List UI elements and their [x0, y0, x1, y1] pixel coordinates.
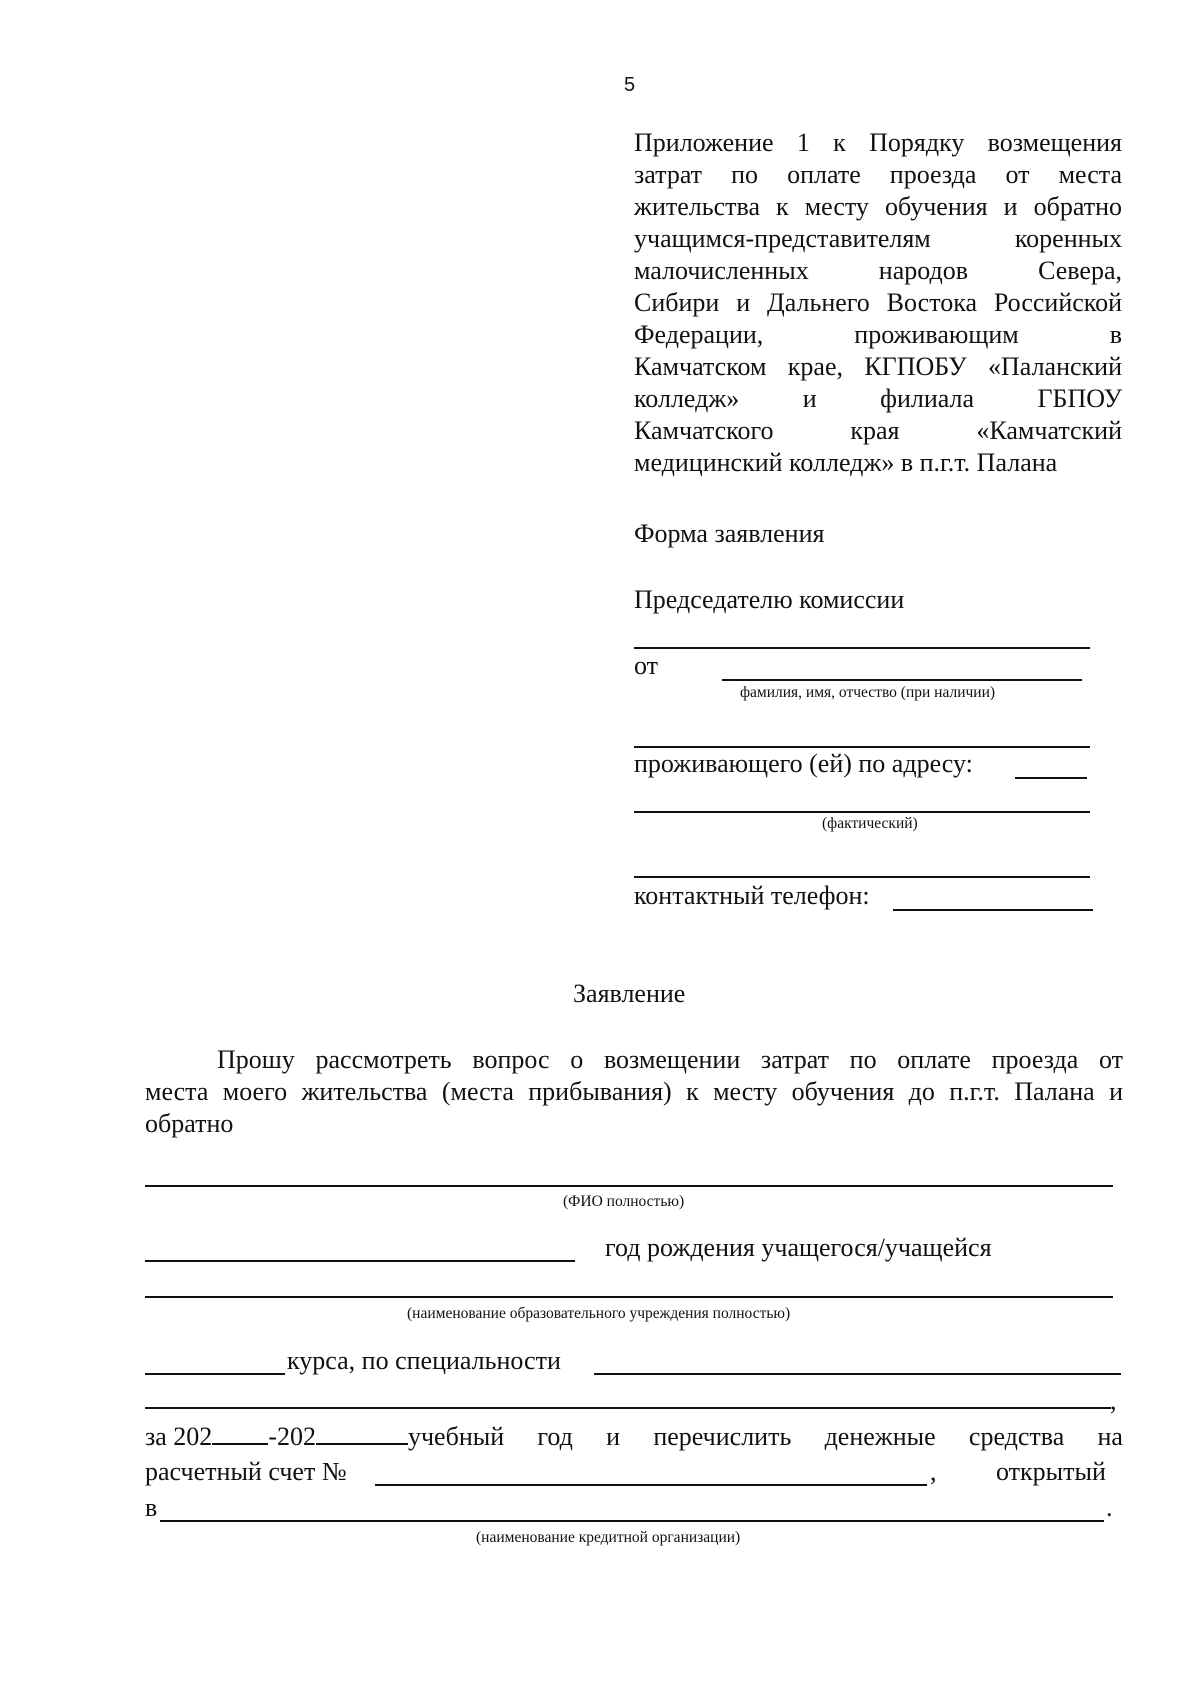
fio-full-blank[interactable]	[145, 1185, 1113, 1187]
address-blank[interactable]	[634, 811, 1090, 813]
chairman-name-blank[interactable]	[634, 647, 1090, 649]
appendix-line: Федерации, проживающим в	[634, 320, 1122, 349]
year-prefix: за 202	[145, 1422, 213, 1451]
appendix-line: медицинский колледж» в п.г.т. Палана	[634, 448, 1058, 477]
year-mid: -202	[268, 1422, 316, 1451]
year-word: денежные	[824, 1422, 936, 1451]
institution-blank[interactable]	[145, 1296, 1113, 1298]
address-blank-inline[interactable]	[1015, 777, 1087, 779]
page-number: 5	[624, 74, 636, 96]
address-blank-2[interactable]	[634, 876, 1090, 878]
opened-label: открытый	[996, 1457, 1106, 1486]
paragraph-line: места моего жительства (места прибывания) к месту обучения до п.г.т. Палана и	[145, 1077, 1123, 1106]
bank-period: .	[1106, 1493, 1113, 1522]
paragraph-line: обратно	[145, 1109, 234, 1138]
appendix-line: затрат по оплате проезда от места	[634, 160, 1122, 189]
year-end-blank[interactable]	[316, 1419, 408, 1445]
address-label: проживающего (ей) по адресу:	[634, 749, 973, 778]
course-label: курса, по специальности	[287, 1346, 561, 1375]
specialty-blank[interactable]	[594, 1373, 1121, 1375]
fio-caption: фамилия, имя, отчество (при наличии)	[740, 684, 996, 701]
birth-year-label: год рождения учащегося/учащейся	[605, 1233, 992, 1262]
phone-label: контактный телефон:	[634, 881, 870, 910]
institution-caption: (наименование образовательного учреждения полностью)	[407, 1305, 791, 1322]
fio-full-caption: (ФИО полностью)	[563, 1193, 685, 1210]
account-number-blank[interactable]	[375, 1484, 927, 1486]
chairman-label: Председателю комиссии	[634, 585, 905, 614]
account-label: расчетный счет №	[145, 1457, 347, 1486]
from-label: от	[634, 651, 659, 680]
appendix-line: Камчатском крае, КГПОБУ «Паланский	[634, 352, 1122, 381]
year-word: на	[1097, 1422, 1123, 1451]
year-word: и	[606, 1422, 621, 1451]
account-comma: ,	[930, 1457, 937, 1486]
appendix-line: малочисленных народов Севера,	[634, 256, 1122, 285]
year-word: перечислить	[653, 1422, 792, 1451]
year-word: средства	[968, 1422, 1065, 1451]
course-number-blank[interactable]	[145, 1373, 285, 1375]
paragraph-line: Прошу рассмотреть вопрос о возмещении затрат по оплате проезда от	[217, 1045, 1123, 1074]
birth-year-blank[interactable]	[145, 1260, 575, 1262]
appendix-line: учащимся-представителям коренных	[634, 224, 1122, 253]
actual-caption: (фактический)	[822, 815, 918, 832]
year-word: учебный	[407, 1422, 505, 1451]
phone-blank[interactable]	[893, 909, 1093, 911]
bank-prefix: в	[145, 1493, 158, 1522]
year-line	[145, 1419, 1123, 1453]
appendix-line: колледж» и филиала ГБПОУ	[634, 384, 1122, 413]
bank-name-blank[interactable]	[160, 1520, 1104, 1522]
appendix-line: Камчатского края «Камчатский	[634, 416, 1122, 445]
from-name-blank[interactable]	[722, 679, 1082, 681]
bank-caption: (наименование кредитной организации)	[476, 1529, 741, 1546]
statement-title: Заявление	[573, 979, 686, 1008]
appendix-line: Сибири и Дальнего Востока Российской	[634, 288, 1122, 317]
year-start-blank[interactable]	[212, 1419, 268, 1445]
specialty-comma: ,	[1110, 1386, 1117, 1415]
specialty-blank-2[interactable]	[145, 1407, 1111, 1409]
form-title: Форма заявления	[634, 519, 825, 548]
statement-paragraph	[145, 1044, 1123, 1140]
appendix-line: Приложение 1 к Порядку возмещения	[634, 128, 1122, 157]
appendix-line: жительства к месту обучения и обратно	[634, 192, 1122, 221]
year-word: год	[537, 1422, 573, 1451]
appendix-header	[634, 127, 1122, 479]
